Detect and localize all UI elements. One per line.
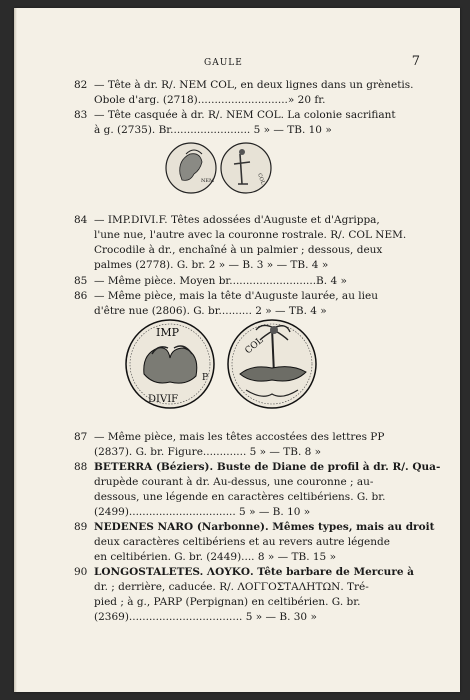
entry-line: dr. ; derrière, caducée. R/. ΛΟΓΓΟΣΤΑΛΗΤΩΝ. Tré- <box>94 581 369 593</box>
entry-line: — Même pièce, mais les têtes accostées des lettres PP <box>94 431 385 443</box>
coin-legend-text: P <box>202 373 209 383</box>
entry-line: NEDENES NARO (Narbonne). Mêmes types, mais au droit <box>94 521 435 533</box>
header-title: GAULE <box>204 58 243 68</box>
entry-line: — IMP.DIVI.F. Têtes adossées d'Auguste et d'Agrippa, <box>94 214 380 226</box>
entry-line: Obole d'arg. (2718)...........................» 20 fr. <box>94 94 326 106</box>
entry-line: deux caractères celtibériens et au revers autre légende <box>94 536 390 548</box>
coin-legend-text: IMP <box>156 326 180 339</box>
entry-line: palmes (2778). G. br. 2 » — B. 3 » — TB. 4 » <box>94 259 329 271</box>
entry-line: à g. (2735). Br........................ 5 » — TB. 10 » <box>94 124 332 136</box>
entry-line: l'une nue, l'autre avec la couronne rostrale. R/. COL NEM. <box>94 229 407 241</box>
entry-line: dessous, une légende en caractères celtibériens. G. br. <box>94 491 386 503</box>
entry-line: — Même pièce. Moyen br..........................B. 4 » <box>94 275 347 287</box>
entry-number: 89 <box>74 521 88 533</box>
coin-legend-text: DIVIF <box>148 394 179 405</box>
entry-number: 90 <box>74 566 88 578</box>
entry-number: 86 <box>74 290 88 302</box>
entry-number: 85 <box>74 275 88 287</box>
entry-line: d'être nue (2806). G. br.......... 2 » — TB. 4 » <box>94 305 327 317</box>
entry-number: 87 <box>74 431 88 443</box>
entry-line: (2499)................................ 5 » — B. 10 » <box>94 506 311 518</box>
entry-line: pied ; à g., PARP (Perpignan) en celtibérien. G. br. <box>94 596 361 608</box>
entry-number: 84 <box>74 214 88 226</box>
coin-illustration-86 <box>122 314 322 418</box>
entry-line: BETERRA (Béziers). Buste de Diane de profil à dr. R/. Qua- <box>94 461 441 473</box>
coin-illustration-83 <box>164 140 274 200</box>
entry-line: (2837). G. br. Figure............. 5 » — TB. 8 » <box>94 446 322 458</box>
page-number: 7 <box>411 54 420 69</box>
entry-number: 88 <box>74 461 88 473</box>
coin-legend-text: NEM <box>201 178 215 184</box>
entry-number: 82 <box>74 79 88 91</box>
entry-line: — Tête casquée à dr. R/. NEM COL. La colonie sacrifiant <box>94 109 396 121</box>
entry-line: — Tête à dr. R/. NEM COL, en deux lignes dans un grènetis. <box>94 79 414 91</box>
entry-line: LONGOSTALETES. ΛΟΥΚΟ. Tête barbare de Mercure à <box>94 566 414 578</box>
book-page <box>14 8 460 692</box>
coin-legend-text: COL <box>243 335 266 357</box>
entry-line: Crocodile à dr., enchaîné à un palmier ; dessous, deux <box>94 244 383 256</box>
entry-line: drupède courant à dr. Au-dessus, une couronne ; au- <box>94 476 374 488</box>
entry-line: — Même pièce, mais la tête d'Auguste laurée, au lieu <box>94 290 378 302</box>
page-edge <box>14 8 17 692</box>
entry-number: 83 <box>74 109 88 121</box>
coin-legend-text: COL <box>256 172 266 186</box>
entry-line: (2369).................................. 5 » — B. 30 » <box>94 611 317 623</box>
entry-line: en celtibérien. G. br. (2449).... 8 » — TB. 15 » <box>94 551 336 563</box>
